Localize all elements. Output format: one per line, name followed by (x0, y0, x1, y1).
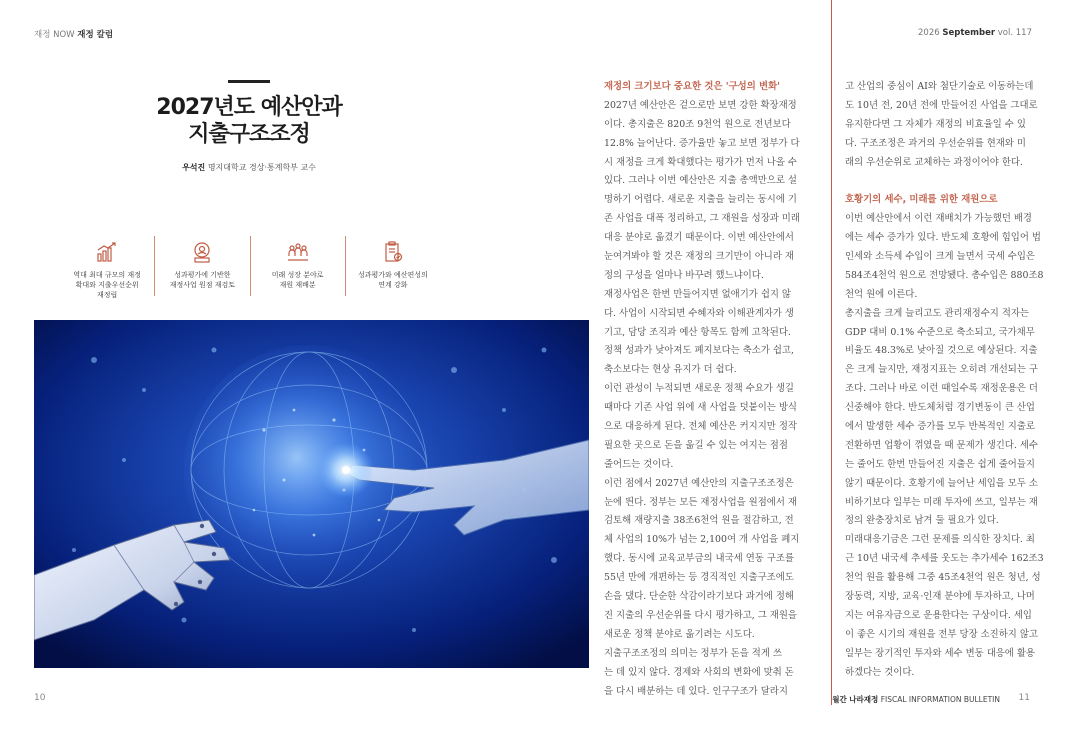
text-line: 이런 점에서 2027년 예산안의 지출구조조정은 (604, 477, 794, 489)
text-line: 이다. 총지출은 820조 9천억 원으로 전년보다 (604, 118, 791, 130)
text-line: 일부는 장기적인 투자와 세수 변동 대응에 활용 (845, 647, 1035, 659)
text-line: 근 10년 내국세 추세를 웃도는 추가세수 162조3 (845, 553, 1044, 565)
text-line: 는 줄어도 한번 만들어진 지출은 쉽게 줄어들지 (845, 458, 1035, 470)
summary-item (60, 236, 154, 299)
text-line: 신중해야 한다. 반도체처럼 경기변동이 큰 산업 (845, 402, 1035, 414)
text-line: 하겠다는 것이다. (845, 666, 915, 678)
text-line: 총지출을 크게 늘리고도 관리재정수지 적자는 (845, 307, 1029, 319)
text-line: 비율도 48.3%로 낮아질 것으로 예상된다. 지출 (845, 345, 1038, 357)
people-group-icon (286, 240, 310, 264)
text-line: 천억 원을 활용해 그중 45조4천억 원은 청년, 성 (845, 572, 1041, 584)
text-line: 조다. 그러나 바로 이런 때일수록 재정운용은 더 (845, 383, 1038, 395)
header-section-label: 재정 NOW 재정 칼럼 (34, 30, 114, 40)
text-line: 대응 분야로 옮겼기 때문이다. 이번 예산안에서 (604, 232, 794, 244)
text-line: 에는 세수 증가가 있다. 반도체 호황에 힘입어 법 (845, 232, 1041, 244)
growth-chart-icon (95, 240, 119, 264)
text-line: 584조4천억 원으로 전망됐다. 총수입은 880조8 (845, 269, 1044, 281)
text-line: 미래대응기금은 그런 문제를 의식한 장치다. 최 (845, 534, 1035, 546)
evaluation-icon (190, 240, 214, 264)
text-line: 다. 사업이 시작되면 수혜자와 이해관계자가 생 (604, 307, 794, 319)
summary-caption: 성과평가에 기반한 재정사업 원점 재검토 (169, 271, 236, 289)
text-line: 래의 우선순위로 교체하는 과정이어야 한다. (845, 156, 1023, 168)
text-line: 필요한 곳으로 돈을 옮길 수 있는 여지는 점점 (604, 439, 788, 451)
text-line: 는 데 있지 않다. 경제와 사회의 변화에 맞춰 돈 (604, 666, 794, 678)
text-line: 않기 때문이다. 호황기에 늘어난 세입을 모두 소 (845, 477, 1038, 489)
summary-caption: 미래 성장 분야로 재원 재배분 (271, 271, 324, 289)
text-line: 고 산업의 중심이 AI와 첨단기술로 이동하는데 (845, 81, 1034, 92)
text-line: 지출구조조정의 의미는 정부가 돈을 적게 쓰 (604, 647, 782, 659)
text-line: 비하기보다 일부는 미래 투자에 쓰고, 일부는 재 (845, 496, 1038, 508)
text-line: 새로운 정책 분야로 옮기려는 시도다. (604, 628, 755, 640)
text-column-2 (845, 78, 1044, 683)
text-line: 지는 여유자금으로 운용한다는 구상이다. 세입 (845, 609, 1032, 621)
text-line: 진 지출의 우선순위를 다시 평가하고, 그 재원을 (604, 609, 797, 621)
text-line: 에서 발생한 세수 증가를 모두 반복적인 지출로 (845, 421, 1035, 433)
text-line: 때마다 기존 사업 위에 새 사업을 덧붙이는 방식 (604, 402, 797, 414)
text-line: 유지한다면 그 자체가 재정의 비효율일 수 있 (845, 118, 1026, 130)
text-line: 인세와 소득세 수입이 크게 늘면서 국세 수입은 (845, 251, 1035, 263)
text-line: 정의 완충장치로 남겨 둘 필요가 있다. (845, 515, 999, 527)
paragraph-gap (845, 172, 1035, 191)
column-divider (831, 0, 832, 705)
summary-caption: 성과평가와 예산편성의 연계 강화 (357, 271, 428, 289)
text-line: 줄어드는 것이다. (604, 458, 674, 470)
section-heading: 재정의 크기보다 중요한 것은 '구성의 변화' (604, 81, 781, 92)
text-line: 다. 구조조정은 과거의 우선순위를 현재와 미 (845, 137, 1026, 149)
text-line: 시 재정을 크게 확대했다는 평가가 먼저 나올 수 (604, 156, 797, 168)
text-line: 체 사업의 10%가 넘는 2,100여 개 사업을 폐지 (604, 534, 800, 546)
text-line: 검토해 재량지출 38조6천억 원을 절감하고, 전 (604, 515, 794, 527)
summary-icons (60, 236, 440, 299)
author-affiliation: 명지대학교 경상·통계학부 교수 (207, 163, 316, 172)
section-heading: 호황기의 세수, 미래를 위한 재원으로 (845, 194, 998, 206)
text-line: 있다. 그러나 이번 예산안은 지출 총액만으로 설 (604, 175, 797, 187)
header-category: 재정 칼럼 (77, 30, 114, 40)
text-line: 은 크게 늘지만, 재정지표는 오히려 개선되는 구 (845, 364, 1038, 376)
text-line: 이번 예산안에서 이런 재배치가 가능했던 배경 (845, 213, 1032, 225)
text-line: 재정사업은 한번 만들어지면 없애기가 쉽지 않 (604, 288, 791, 300)
robot-hand-and-human-hand-icon (34, 320, 589, 668)
text-line: 존 사업을 대폭 정리하고, 그 재원을 성장과 미래 (604, 213, 800, 225)
header-issue-info: 2026 September vol. 117 (918, 28, 1032, 38)
summary-item (250, 236, 345, 296)
text-line: 정책 성과가 낮아져도 폐지보다는 축소가 쉽고, (604, 345, 794, 357)
text-line: 이런 관성이 누적되면 새로운 정책 수요가 생길 (604, 383, 794, 395)
text-line: 기고, 담당 조직과 예산 항목도 함께 고착된다. (604, 326, 791, 338)
page-number-right: 11 (1018, 693, 1030, 703)
title-rule (228, 80, 270, 83)
article-photo (34, 320, 589, 668)
text-line: 눈에 띈다. 정부는 모든 재정사업을 원점에서 재 (604, 496, 797, 508)
page-number-left: 10 (34, 693, 46, 703)
summary-item (154, 236, 249, 296)
text-line: 도 10년 전, 20년 전에 만들어진 사업을 그대로 (845, 99, 1038, 111)
text-line: 2027년 예산안은 겉으로만 보면 강한 확장재정 (604, 99, 797, 111)
clipboard-check-icon (381, 240, 405, 264)
text-line: 장동력, 지방, 교육·인재 분야에 투자하고, 나머 (845, 591, 1035, 603)
text-line: 했다. 동시에 교육교부금의 내국세 연동 구조를 (604, 553, 794, 565)
text-line: 손을 댔다. 단순한 삭감이라기보다 과거에 정해 (604, 591, 794, 603)
text-line: 을 다시 배분하는 데 있다. 인구구조가 달라지 (604, 685, 788, 697)
text-line: 눈여겨봐야 할 것은 재정의 크기만이 아니라 재 (604, 251, 794, 263)
summary-item (345, 236, 440, 296)
text-line: 명하기 어렵다. 새로운 지출을 늘리는 동시에 기 (604, 194, 797, 206)
text-line: 으로 대응하게 된다. 전체 예산은 커지지만 정작 (604, 421, 797, 433)
text-line: 축소보다는 현상 유지가 더 쉽다. (604, 364, 737, 376)
text-line: 12.8% 늘어난다. 증가율만 놓고 보면 정부가 다 (604, 137, 800, 149)
article-title: 2027년도 예산안과 지출구조조정 (156, 95, 342, 147)
author-byline (120, 162, 378, 173)
text-line: 55년 만에 개편하는 등 경직적인 지출구조에도 (604, 572, 794, 584)
summary-caption: 역대 최대 규모의 재정 확대와 지출우선순위 재정립 (73, 271, 141, 299)
text-line: 정의 구성을 얼마나 바꾸려 했느냐이다. (604, 269, 764, 281)
text-column-1 (604, 78, 800, 701)
text-line: GDP 대비 0.1% 수준으로 축소되고, 국가채무 (845, 326, 1035, 338)
author-name: 우석진 (182, 163, 206, 172)
text-line: 이 좋은 시기의 재원을 전부 당장 소진하지 않고 (845, 628, 1038, 640)
footer-brand: 월간 나라재정 FISCAL INFORMATION BULLETIN (832, 695, 1000, 704)
text-line: 전환하면 업황이 꺾였을 때 문제가 생긴다. 세수 (845, 439, 1038, 451)
text-line: 천억 원에 이른다. (845, 288, 918, 300)
